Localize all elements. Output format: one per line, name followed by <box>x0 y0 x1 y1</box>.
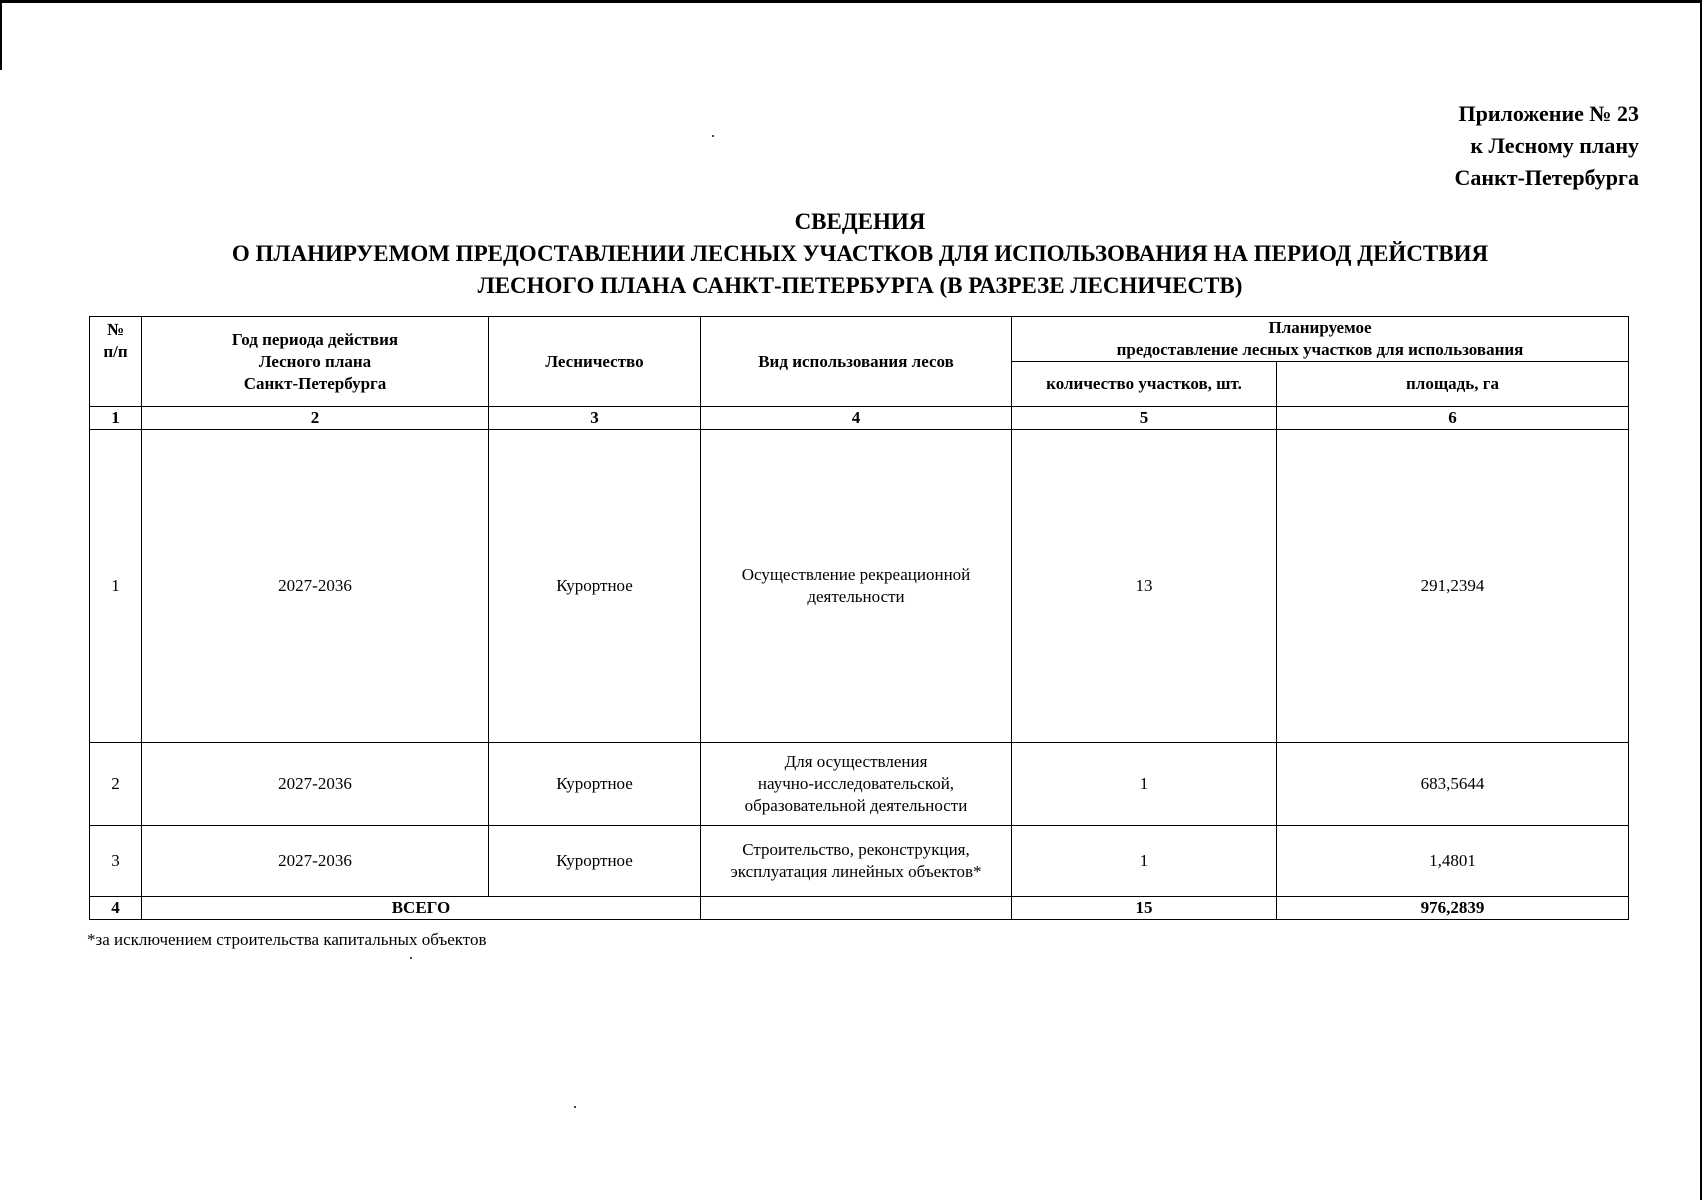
cell-area: 683,5644 <box>1277 743 1629 826</box>
cell-forestry: Курортное <box>489 826 701 897</box>
header-plot-count: количество участков, шт. <box>1012 362 1277 407</box>
column-number-3: 3 <box>489 407 701 430</box>
column-number-row <box>90 407 1629 430</box>
scan-speck <box>410 957 412 959</box>
table-row <box>90 826 1629 897</box>
scan-speck <box>712 135 714 137</box>
cell-count: 1 <box>1012 743 1277 826</box>
cell-use-type <box>701 826 1012 897</box>
total-area: 976,2839 <box>1277 897 1629 920</box>
column-number-5: 5 <box>1012 407 1277 430</box>
use-type-line-1: Строительство, реконструкция, <box>742 840 970 859</box>
header-row-number <box>90 317 142 407</box>
cell-year: 2027-2036 <box>142 743 489 826</box>
total-label: ВСЕГО <box>142 897 701 920</box>
use-type-line-2: эксплуатация линейных объектов* <box>730 862 982 881</box>
cell-num: 2 <box>90 743 142 826</box>
cell-year: 2027-2036 <box>142 430 489 743</box>
total-count: 15 <box>1012 897 1277 920</box>
cell-use-type <box>701 743 1012 826</box>
cell-forestry: Курортное <box>489 743 701 826</box>
cell-area: 1,4801 <box>1277 826 1629 897</box>
cell-count: 13 <box>1012 430 1277 743</box>
use-type-line-2: научно-исследовательской, <box>757 774 955 793</box>
page-border-top <box>0 0 1702 3</box>
title-line-3: ЛЕСНОГО ПЛАНА САНКТ-ПЕТЕРБУРГА (В РАЗРЕЗЕ ЛЕСНИЧЕСТВ) <box>477 273 1243 298</box>
table-row <box>90 430 1629 743</box>
header-forestry: Лесничество <box>489 317 701 407</box>
use-type-line-2: деятельности <box>807 587 905 606</box>
column-number-2: 2 <box>142 407 489 430</box>
cell-forestry: Курортное <box>489 430 701 743</box>
header-num-line-2: п/п <box>103 342 128 361</box>
header-year-line-1: Год периода действия <box>231 329 399 349</box>
cell-num: 1 <box>90 430 142 743</box>
scan-speck <box>574 1106 576 1108</box>
title-line-2: О ПЛАНИРУЕМОМ ПРЕДОСТАВЛЕНИИ ЛЕСНЫХ УЧАСТКОВ ДЛЯ ИСПОЛЬЗОВАНИЯ НА ПЕРИОД ДЕЙСТВИЯ <box>231 241 1489 266</box>
header-planned-provision <box>1012 317 1629 362</box>
header-year-line-2: Лесного плана <box>258 351 372 371</box>
cell-num: 3 <box>90 826 142 897</box>
total-use-type-empty <box>701 897 1012 920</box>
cell-area: 291,2394 <box>1277 430 1629 743</box>
table-header-row <box>90 317 1629 362</box>
column-number-4: 4 <box>701 407 1012 430</box>
total-num: 4 <box>90 897 142 920</box>
use-type-line-1: Для осуществления <box>784 752 928 771</box>
header-planned-line-1: Планируемое <box>1268 318 1372 337</box>
column-number-6: 6 <box>1277 407 1629 430</box>
header-num-line-1: № <box>106 320 125 339</box>
document-title <box>90 206 1630 302</box>
cell-year: 2027-2036 <box>142 826 489 897</box>
header-planned-line-2: предоставление лесных участков для использования <box>1116 340 1524 359</box>
cell-use-type <box>701 430 1012 743</box>
page-border-left-mark <box>0 0 2 70</box>
appendix-header <box>1455 98 1639 194</box>
column-number-1: 1 <box>90 407 142 430</box>
forest-plots-table <box>89 316 1629 920</box>
appendix-line-3: Санкт-Петербурга <box>1454 165 1639 190</box>
header-year-line-3: Санкт-Петербурга <box>243 373 387 393</box>
header-use-type: Вид использования лесов <box>701 317 1012 407</box>
footnote: *за исключением строительства капитальных объектов <box>87 930 487 949</box>
cell-count: 1 <box>1012 826 1277 897</box>
header-area: площадь, га <box>1277 362 1629 407</box>
table-total-row <box>90 897 1629 920</box>
appendix-line-2: к Лесному плану <box>1470 133 1639 158</box>
appendix-line-1: Приложение № 23 <box>1458 101 1639 126</box>
title-line-1: СВЕДЕНИЯ <box>794 209 926 234</box>
header-year-period <box>142 317 489 407</box>
table-row <box>90 743 1629 826</box>
use-type-line-3: образовательной деятельности <box>744 796 968 815</box>
use-type-line-1: Осуществление рекреационной <box>741 565 971 584</box>
